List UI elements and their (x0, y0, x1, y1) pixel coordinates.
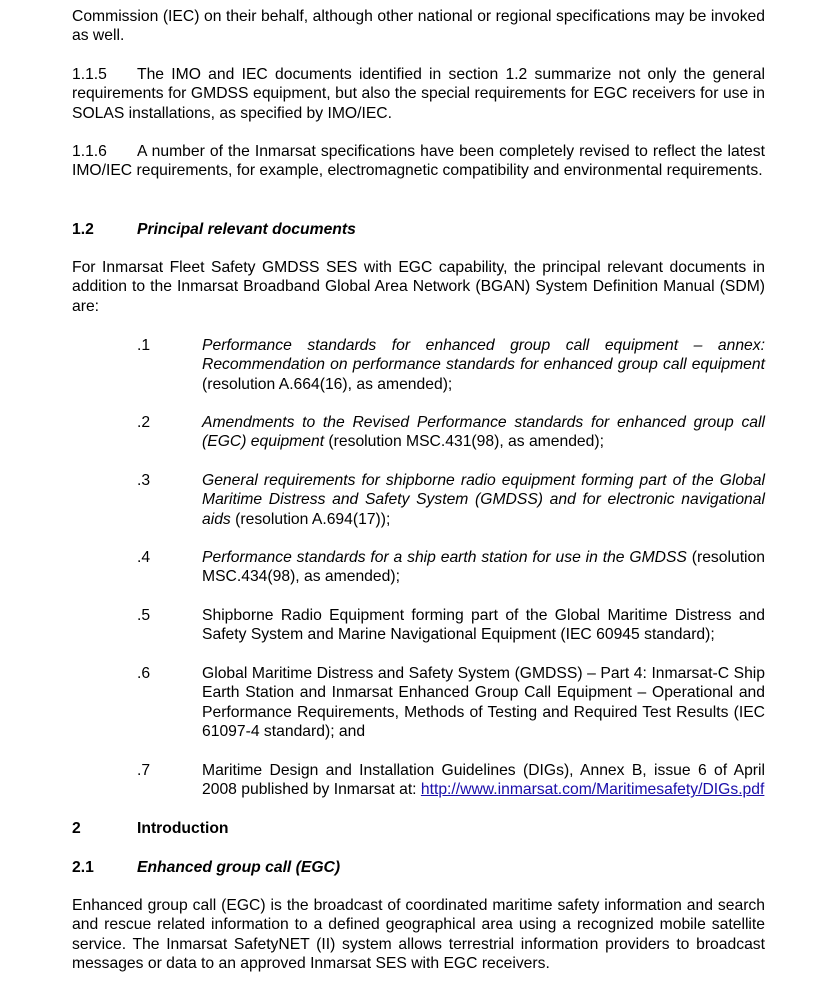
dig-pdf-link[interactable]: http://www.inmarsat.com/Maritimesafety/DIGs.pdf (420, 781, 765, 799)
intro-continuation-paragraph: Commission (IEC) on their behalf, although other national or regional specifications may be invoked as well. (72, 8, 765, 45)
item-text (202, 336, 765, 394)
item-number: .5 (137, 607, 151, 624)
item-title: General requirements for shipborne radio equipment forming part of the Global Maritime Distress and Safety System (GMDSS) and for electronic navigational aids (202, 472, 765, 528)
item-number: .7 (137, 762, 151, 779)
item-number: .1 (137, 337, 151, 354)
item-text: Global Maritime Distress and Safety System (GMDSS) – Part 4: Inmarsat-C Ship Earth Station and Inmarsat Enhanced Group Call Equipment – Operational and Performance Requirements, Methods of Testing and Required Test Results (IEC 61097-4 standard); and (202, 665, 765, 741)
item-reference: (resolution A.664(16), as amended); (202, 375, 453, 393)
item-text (202, 761, 765, 800)
paragraph-text: A number of the Inmarsat specifications have been completely revised to reflect the latest IMO/IEC requirements, for example, electromagnetic compatibility and environmental requirements. (72, 143, 765, 180)
section-number: 1.2 (72, 221, 94, 238)
item-text (202, 548, 765, 587)
paragraph-number: 1.1.6 (72, 143, 107, 160)
item-reference: Maritime Design and Installation Guidelines (DIGs), Annex B, issue 6 of April 2008 published by Inmarsat at: (202, 762, 765, 799)
section-1-2-intro-paragraph: For Inmarsat Fleet Safety GMDSS SES with EGC capability, the principal relevant documents in addition to the Inmarsat Broadband Global Area Network (BGAN) System Definition Manual (SDM) are: (72, 259, 765, 315)
item-reference: (resolution MSC.434(98), as amended); (202, 549, 765, 586)
item-number: .4 (137, 549, 151, 566)
item-reference: (resolution MSC.431(98), as amended); (324, 433, 604, 451)
item-title: Performance standards for enhanced group call equipment – annex: Recommendation on performance standards for enhanced group call equipment (202, 337, 765, 374)
item-text (202, 413, 765, 452)
item-text: Shipborne Radio Equipment forming part of the Global Maritime Distress and Safety System and Marine Navigational Equipment (IEC 60945 standard); (202, 607, 765, 644)
item-text (202, 471, 765, 529)
section-title: Introduction (137, 820, 229, 837)
section-number: 2 (72, 820, 81, 837)
section-number: 2.1 (72, 859, 94, 876)
section-title: Enhanced group call (EGC) (137, 859, 341, 876)
item-title: Performance standards for a ship earth station for use in the GMDSS (202, 549, 687, 566)
section-2-1-paragraph: Enhanced group call (EGC) is the broadcast of coordinated maritime safety information and search and rescue related information to a defined geographical area using a recognized mobile satellite service. The Inmarsat SafetyNET (II) system allows terrestrial information providers to broadcast messages or data to an approved Inmarsat SES with EGC receivers. (72, 897, 765, 973)
item-reference: (resolution A.694(17)); (230, 510, 391, 528)
paragraph-text: The IMO and IEC documents identified in section 1.2 summarize not only the general requirements for GMDSS equipment, but also the special requirements for EGC receivers for use in SOLAS installations, as specified by IMO/IEC. (72, 66, 765, 122)
section-title: Principal relevant documents (137, 221, 356, 238)
paragraph-1-1-6 (72, 142, 765, 181)
item-title: Amendments to the Revised Performance standards for enhanced group call (EGC) equipment (202, 414, 765, 451)
item-number: .6 (137, 665, 151, 682)
item-number: .3 (137, 472, 151, 489)
paragraph-number: 1.1.5 (72, 66, 107, 83)
paragraph-1-1-5 (72, 65, 765, 123)
item-number: .2 (137, 414, 151, 431)
